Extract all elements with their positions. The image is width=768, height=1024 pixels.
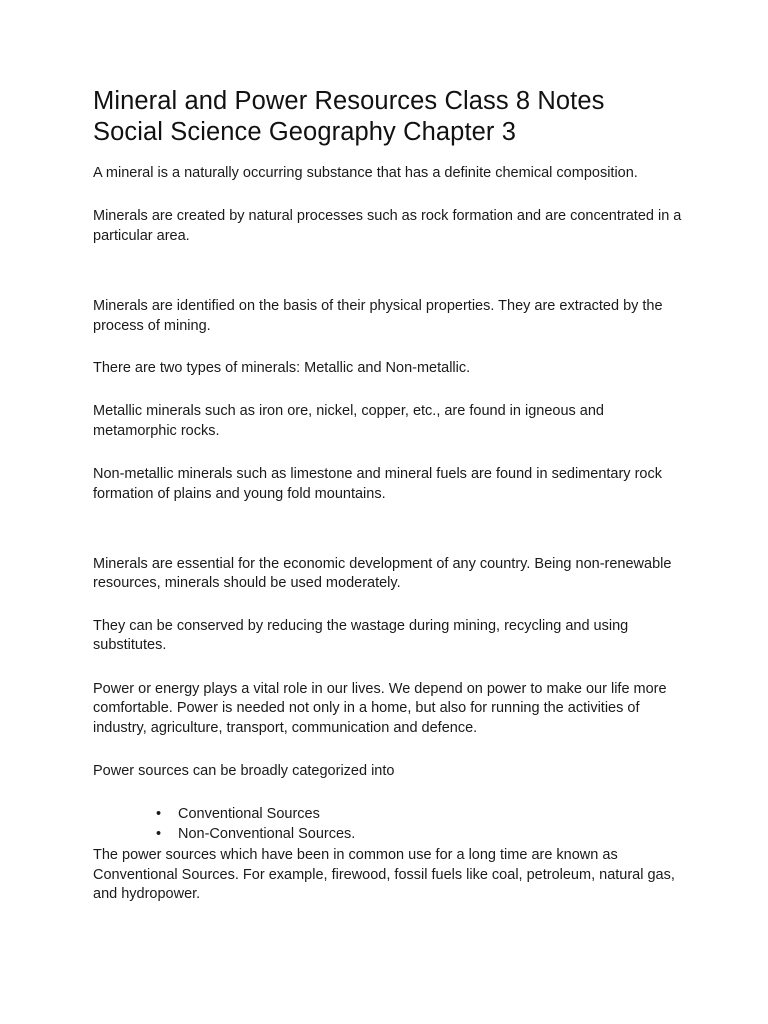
paragraph: Minerals are identified on the basis of their physical properties. They are extracted by the process of mining. (93, 298, 663, 334)
bullet-list (93, 805, 685, 844)
title-line-1: Mineral and Power Resources Class 8 Notes (93, 87, 605, 115)
document-page (93, 86, 685, 904)
title-line-2: Social Science Geography Chapter 3 (93, 118, 516, 146)
document-title (93, 86, 685, 148)
bullet-icon: • (156, 806, 162, 823)
paragraph: Non-metallic minerals such as limestone and mineral fuels are found in sedimentary rock formation of plains and young fold mountains. (93, 466, 662, 502)
paragraph: Power sources can be broadly categorized into (93, 762, 395, 779)
bullet-icon: • (156, 825, 162, 842)
paragraph: The power sources which have been in common use for a long time are known as Conventional Sources. For example, firewood, fossil fuels like coal, petroleum, natural gas, and hydropower. (93, 847, 675, 902)
paragraph: Minerals are created by natural processes such as rock formation and are concentrated in a particular area. (93, 208, 682, 244)
paragraph: Power or energy plays a vital role in our lives. We depend on power to make our life more comfortable. Power is needed not only in a home, but also for running the activities of industry, agriculture, transport, communication and defence. (93, 680, 667, 736)
list-item-label: Conventional Sources (178, 806, 320, 823)
paragraph: They can be conserved by reducing the wastage during mining, recycling and using substitutes. (93, 617, 629, 654)
paragraph: Minerals are essential for the economic development of any country. Being non-renewable resources, minerals should be used moderately. (93, 556, 672, 592)
list-item (93, 805, 685, 824)
paragraph: Metallic minerals such as iron ore, nickel, copper, etc., are found in igneous and metamorphic rocks. (93, 403, 604, 439)
list-item (93, 825, 685, 844)
list-item-label: Non-Conventional Sources. (178, 825, 356, 842)
paragraph: A mineral is a naturally occurring substance that has a definite chemical composition. (93, 165, 638, 181)
paragraph: There are two types of minerals: Metallic and Non-metallic. (93, 360, 471, 377)
